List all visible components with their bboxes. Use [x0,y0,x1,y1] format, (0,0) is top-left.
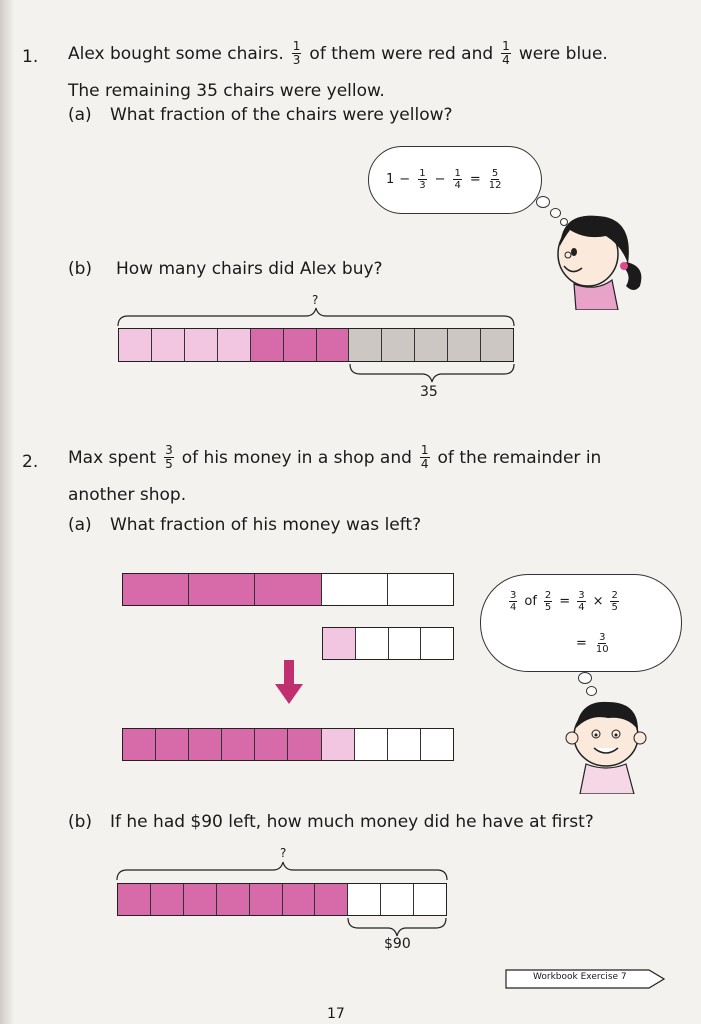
bar-segment [388,729,421,760]
q1-text-c: were blue. [518,43,608,64]
bar-segment [184,884,217,915]
q2-fraction-three-fifths: $\frac{3}{5}$ [165,443,173,471]
bar-segment [118,884,151,915]
q2-bottom-brace [346,916,448,938]
bar-segment [448,329,481,361]
bar-segment [123,729,156,760]
q2a-label: (a) [68,515,92,535]
q2-thought-equation-line2: = $\frac{3}{10}$ [576,631,609,655]
bar-segment [217,884,250,915]
q1-fraction-one-third: $\frac{1}{3}$ [292,39,301,67]
q2-thought-frac-3: $\frac{3}{4}$ [578,589,585,613]
bar-segment [381,884,414,915]
bar-segment [481,329,513,361]
q2a-question: What fraction of his money was left? [110,515,422,535]
q1b-question: How many chairs did Alex buy? [116,259,383,279]
q2-total-money-bar [117,883,447,916]
q1-line1 [68,40,608,67]
q2-text-a: Max spent [68,447,157,468]
thought-dot [578,672,592,684]
bar-segment [123,574,189,605]
bar-segment [388,574,453,605]
q1-fraction-one-quarter: $\frac{1}{4}$ [502,39,510,67]
q2-text-c: of the remainder in [437,447,602,468]
bar-segment [315,884,348,915]
q2-remainder-bar-quarters [322,627,454,660]
girl-illustration [548,206,658,310]
bar-segment [322,729,355,760]
bar-segment [152,329,185,361]
q2-line2: another shop. [68,485,187,505]
q1-text-b: of them were red and [309,43,494,64]
q2-thought-frac-2: $\frac{2}{5}$ [544,589,552,613]
q2-top-brace [115,860,449,882]
bar-segment [189,729,222,760]
bar-segment [250,884,283,915]
q2-text-b: of his money in a shop and [181,447,412,468]
q1-text-a: Alex bought some chairs. [68,43,284,64]
q2-line1 [68,444,601,471]
q1-thought-frac-1: $\frac{1}{3}$ [419,167,426,191]
q2-thought-frac-1: $\frac{3}{4}$ [510,589,517,613]
q2-bar-question-mark: ? [280,846,287,860]
workbook-exercise-label: Workbook Exercise 7 [533,972,627,982]
bar-segment [323,628,356,659]
boy-illustration [562,694,652,794]
workbook-exercise-tag [505,969,665,989]
q2-bar-label-90: $90 [384,936,411,952]
bar-segment [185,329,218,361]
bar-segment [414,884,446,915]
down-arrow-icon [275,660,303,706]
bar-segment [382,329,415,361]
bar-segment [421,729,453,760]
q1-thought-frac-3: $\frac{5}{12}$ [488,167,502,191]
bar-segment [119,329,152,361]
q1-thought-frac-2: $\frac{1}{4}$ [454,167,461,191]
q2b-label: (b) [68,812,93,832]
q2-thought-frac-5: $\frac{3}{10}$ [595,631,609,655]
bar-segment [322,574,388,605]
q2-money-bar-tenths [122,728,454,761]
q1-top-brace [116,306,516,328]
q2-thought-equation-line1: $\frac{3}{4}$ of $\frac{2}{5}$ = $\frac{3}{4}$ × $\frac{2}{5}$ [510,589,618,613]
q1-thought-equation: 1 − $\frac{1}{3}$ − $\frac{1}{4}$ = $\frac{5}{12}$ [386,167,502,191]
q2-thought-frac-4: $\frac{2}{5}$ [611,589,618,613]
bar-segment [255,574,321,605]
q1b-label: (b) [68,259,93,279]
bar-segment [151,884,184,915]
q2-fraction-one-quarter: $\frac{1}{4}$ [420,443,429,471]
bar-segment [355,729,388,760]
q2-number: 2. [22,452,39,472]
page-number: 17 [327,1006,345,1022]
bar-segment [356,628,389,659]
bar-segment [156,729,189,760]
q2b-question: If he had $90 left, how much money did he have at first? [110,812,594,832]
bar-segment [421,628,453,659]
q1-bar-question-mark: ? [312,293,319,307]
bar-segment [189,574,255,605]
q1-line2: The remaining 35 chairs were yellow. [68,81,385,101]
bar-segment [222,729,255,760]
bar-segment [348,884,381,915]
q1-bar-label-35: 35 [420,384,438,400]
bar-segment [218,329,251,361]
q2-money-bar-fifths [122,573,454,606]
q1-chairs-bar-model [118,328,514,362]
bar-segment [283,884,316,915]
bar-segment [317,329,350,361]
q1-bottom-brace [348,362,516,384]
q1-number: 1. [22,47,39,67]
q1a-question: What fraction of the chairs were yellow? [110,105,453,125]
bar-segment [349,329,382,361]
bar-segment [284,329,317,361]
bar-segment [251,329,284,361]
bar-segment [288,729,321,760]
bar-segment [389,628,422,659]
bar-segment [255,729,288,760]
bar-segment [415,329,448,361]
page-edge-shadow [0,0,14,1024]
q1a-label: (a) [68,105,92,125]
